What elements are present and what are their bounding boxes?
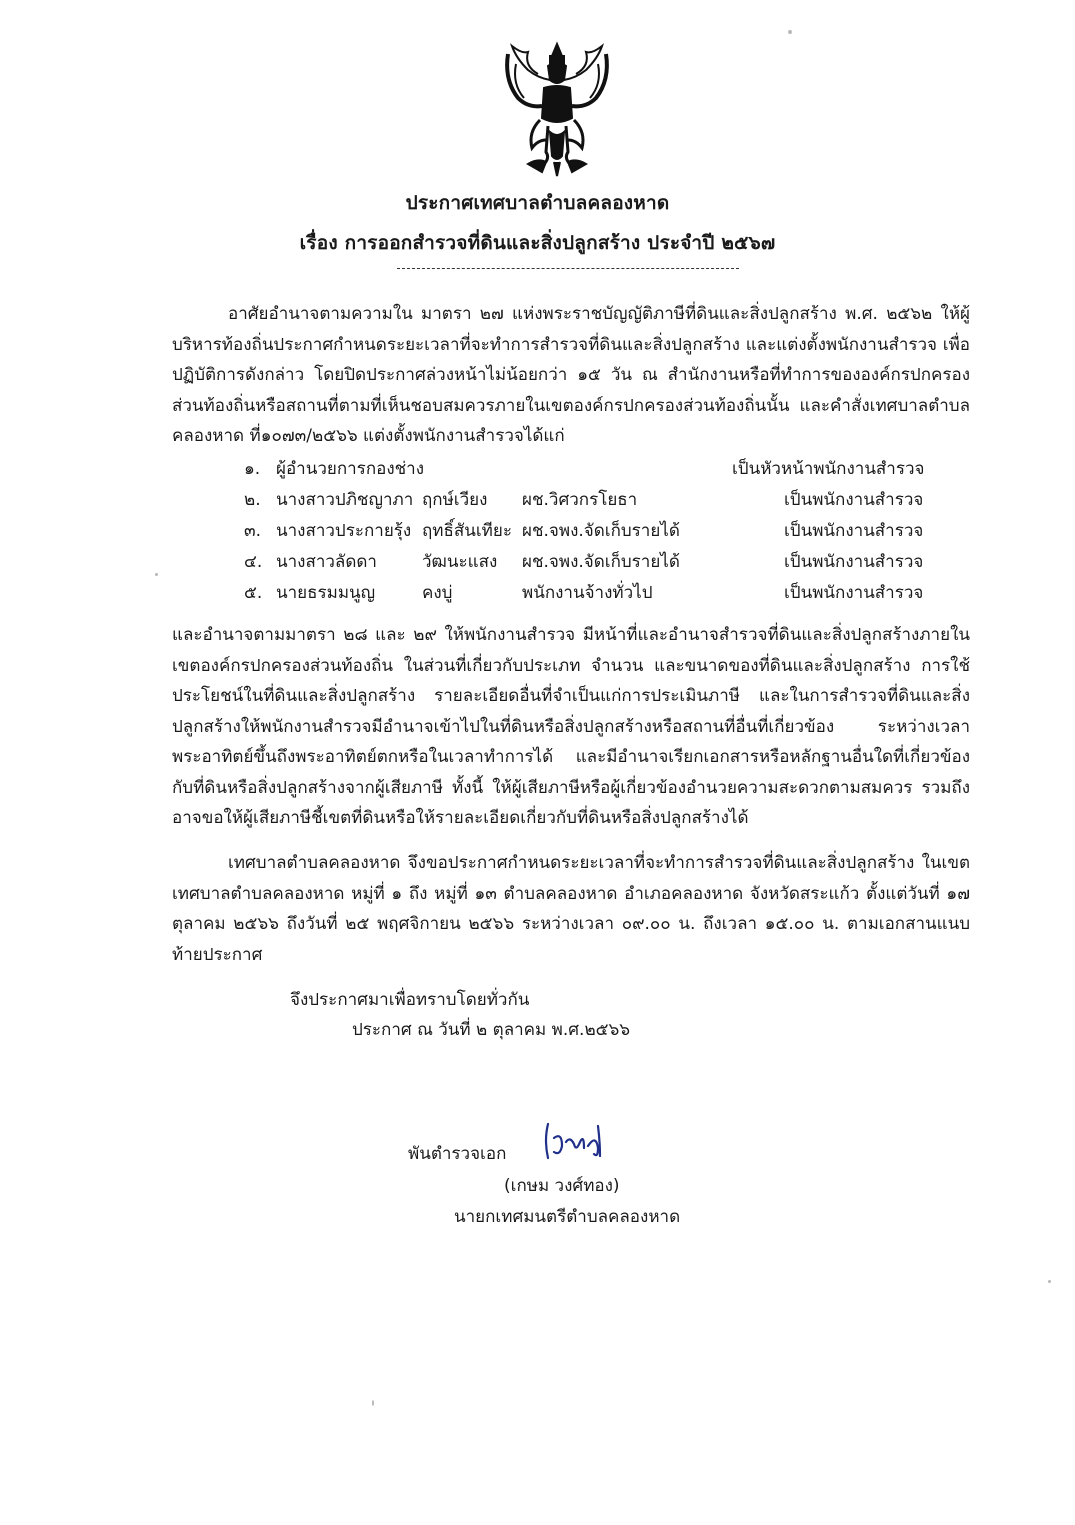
- staff-row: [244, 485, 944, 516]
- closing-announce: จึงประกาศมาเพื่อทราบโดยทั่วกัน: [290, 990, 530, 1010]
- staff-number: ๓.: [244, 521, 262, 541]
- staff-list: [244, 454, 944, 609]
- scan-speck: [788, 30, 792, 34]
- scan-speck: [155, 573, 158, 576]
- staff-row: [244, 516, 944, 547]
- signatory-title: นายกเทศมนตรีตำบลคลองหาด: [454, 1207, 681, 1227]
- staff-number: ๕.: [244, 583, 263, 603]
- staff-name: ผู้อำนวยการกองช่าง: [276, 459, 425, 479]
- paragraph-schedule: เทศบาลตำบลคลองหาด จึงขอประกาศกำหนดระยะเวลาที่จะทำการสำรวจที่ดินและสิ่งปลูกสร้าง ในเขตเทศบาลตำบลคลองหาด หมู่ที่ ๑ ถึง หมู่ที่ ๑๓ ตำบลคลองหาด อำเภอคลองหาด จังหวัดสระแก้ว ตั้งแต่วันที่ ๑๗ ตุลาคม ๒๕๖๖ ถึงวันที่ ๒๕ พฤศจิกายน ๒๕๖๖ ระหว่างเวลา ๐๙.๐๐ น. ถึงเวลา ๑๕.๐๐ น. ตามเอกสานแนบท้ายประกาศ: [172, 853, 970, 965]
- staff-name: นางสาวประกายรุ้ง: [276, 521, 412, 541]
- announcement-title: ประกาศเทศบาลตำบลคลองหาด: [405, 192, 670, 214]
- staff-surname: ฤกษ์เวียง: [422, 490, 488, 510]
- staff-role: เป็นพนักงานสำรวจ: [784, 552, 924, 572]
- staff-name: นางสาวปภิชญาภา: [276, 490, 414, 510]
- staff-surname: ฤทธิ์สันเทียะ: [422, 521, 512, 541]
- staff-number: ๒.: [244, 490, 261, 510]
- signatory-rank: พันตำรวจเอก: [408, 1144, 507, 1164]
- announcement-date: ประกาศ ณ วันที่ ๒ ตุลาคม พ.ศ.๒๕๖๖: [352, 1020, 631, 1040]
- handwritten-signature-icon: [540, 1118, 608, 1166]
- staff-number: ๑.: [244, 459, 261, 479]
- signatory-name: (เกษม วงศ์ทอง): [504, 1176, 620, 1196]
- garuda-emblem-icon: [498, 40, 616, 178]
- staff-row: [244, 578, 944, 609]
- staff-row: [244, 547, 944, 578]
- staff-role: เป็นพนักงานสำรวจ: [784, 490, 924, 510]
- staff-position: ผช.จพง.จัดเก็บรายได้: [522, 521, 680, 541]
- staff-role: เป็นหัวหน้าพนักงานสำรวจ: [732, 459, 925, 479]
- scan-speck: [1048, 1280, 1051, 1283]
- staff-row: [244, 454, 944, 485]
- staff-surname: วัฒนะแสง: [422, 552, 498, 572]
- paragraph-powers: และอำนาจตามมาตรา ๒๘ และ ๒๙ ให้พนักงานสำรวจ มีหน้าที่และอำนาจสำรวจที่ดินและสิ่งปลูกสร้างภายในเขตองค์กรปกครองส่วนท้องถิ่น ในส่วนที่เกี่ยวกับประเภท จำนวน และขนาดของที่ดินและสิ่งปลูกสร้าง การใช้ประโยชน์ในที่ดินและสิ่งปลูกสร้าง รายละเอียดอื่นที่จำเป็นแก่การประเมินภาษี และในการสำรวจที่ดินและสิ่งปลูกสร้างให้พนักงานสำรวจมีอำนาจเข้าไปในที่ดินหรือสิ่งปลูกสร้างหรือสถานที่อื่นที่เกี่ยวข้อง ระหว่างเวลาพระอาทิตย์ขึ้นถึงพระอาทิตย์ตกหรือในเวลาทำการได้ และมีอำนาจเรียกเอกสารหรือหลักฐานอื่นใดที่เกี่ยวข้องกับที่ดินหรือสิ่งปลูกสร้างจากผู้เสียภาษี ทั้งนี้ ให้ผู้เสียภาษีหรือผู้เกี่ยวข้องอำนวยความสะดวกตามสมควร รวมถึงอาจขอให้ผู้เสียภาษีชี้เขตที่ดินหรือให้รายละเอียดเกี่ยวกับที่ดินหรือสิ่งปลูกสร้างได้: [172, 625, 970, 828]
- title-divider: [397, 268, 739, 269]
- staff-name: นายธรมมนูญ: [276, 583, 376, 603]
- staff-position: ผช.จพง.จัดเก็บรายได้: [522, 552, 680, 572]
- staff-position: ผช.วิศวกรโยธา: [522, 490, 638, 510]
- staff-surname: คงบู่: [422, 583, 453, 603]
- staff-role: เป็นพนักงานสำรวจ: [784, 521, 924, 541]
- scan-speck: [372, 1400, 374, 1406]
- paragraph-authority: อาศัยอำนาจตามความใน มาตรา ๒๗ แห่งพระราชบัญญัติภาษีที่ดินและสิ่งปลูกสร้าง พ.ศ. ๒๕๖๒ ให้ผู้บริหารท้องถิ่นประกาศกำหนดระยะเวลาที่จะทำการสำรวจที่ดินและสิ่งปลูกสร้าง และแต่งตั้งพนักงานสำรวจ เพื่อปฏิบัติการดังกล่าว โดยปิดประกาศล่วงหน้าไม่น้อยกว่า ๑๕ วัน ณ สำนักงานหรือที่ทำการขององค์กรปกครองส่วนท้องถิ่นหรือสถานที่ตามที่เห็นชอบสมควรภายในเขตองค์กรปกครองส่วนท้องถิ่นนั้น และคำสั่งเทศบาลตำบลคลองหาด ที่๑๐๗๓/๒๕๖๖ แต่งตั้งพนักงานสำรวจได้แก่: [172, 304, 970, 446]
- staff-position: พนักงานจ้างทั่วไป: [522, 583, 653, 603]
- staff-number: ๔.: [244, 552, 263, 572]
- announcement-subject: เรื่อง การออกสำรวจที่ดินและสิ่งปลูกสร้าง ประจำปี ๒๕๖๗: [299, 232, 776, 254]
- staff-role: เป็นพนักงานสำรวจ: [784, 583, 924, 603]
- staff-name: นางสาวลัดดา: [276, 552, 377, 572]
